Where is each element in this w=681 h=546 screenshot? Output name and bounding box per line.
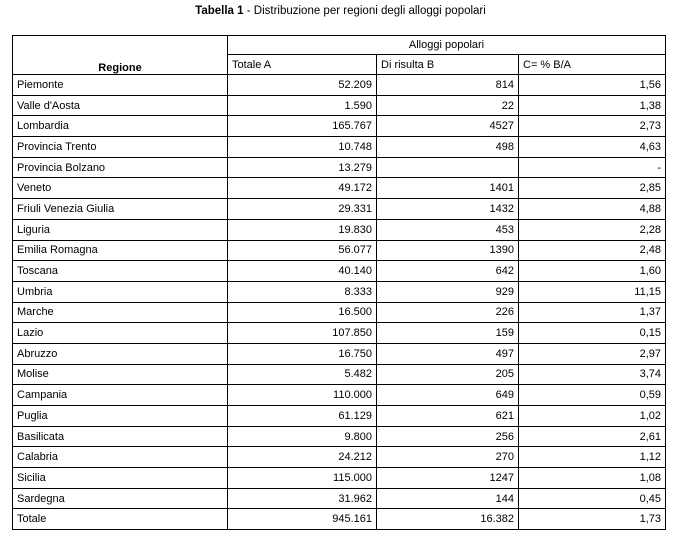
risulta-cell: 205 xyxy=(377,364,519,385)
percent-cell: 4,88 xyxy=(519,199,666,220)
percent-cell: 2,85 xyxy=(519,178,666,199)
totale-cell: 31.962 xyxy=(228,488,377,509)
table-row xyxy=(13,406,666,427)
totale-cell: 24.212 xyxy=(228,447,377,468)
region-cell: Puglia xyxy=(13,406,228,427)
region-cell: Basilicata xyxy=(13,426,228,447)
region-cell: Abruzzo xyxy=(13,343,228,364)
totale-cell: 16.500 xyxy=(228,302,377,323)
totale-cell: 115.000 xyxy=(228,468,377,489)
totale-cell: 56.077 xyxy=(228,240,377,261)
table-row xyxy=(13,178,666,199)
risulta-cell: 16.382 xyxy=(377,509,519,530)
region-cell: Veneto xyxy=(13,178,228,199)
percent-cell: 1,37 xyxy=(519,302,666,323)
totale-cell: 1.590 xyxy=(228,95,377,116)
table-row xyxy=(13,447,666,468)
region-cell: Umbria xyxy=(13,281,228,302)
region-cell: Sicilia xyxy=(13,468,228,489)
risulta-cell: 642 xyxy=(377,261,519,282)
percent-cell: 11,15 xyxy=(519,281,666,302)
risulta-cell: 814 xyxy=(377,75,519,96)
risulta-cell: 4527 xyxy=(377,116,519,137)
risulta-cell: 226 xyxy=(377,302,519,323)
table-row xyxy=(13,385,666,406)
region-cell: Sardegna xyxy=(13,488,228,509)
region-cell: Totale xyxy=(13,509,228,530)
totale-cell: 10.748 xyxy=(228,137,377,158)
caption-text: - Distribuzione per regioni degli alloggi popolari xyxy=(243,5,486,17)
totale-cell: 29.331 xyxy=(228,199,377,220)
caption-label: Tabella 1 xyxy=(195,5,244,17)
risulta-cell: 621 xyxy=(377,406,519,427)
totale-cell: 165.767 xyxy=(228,116,377,137)
percent-cell: 1,38 xyxy=(519,95,666,116)
region-cell: Campania xyxy=(13,385,228,406)
region-cell: Piemonte xyxy=(13,75,228,96)
header-percent: C= % B/A xyxy=(519,55,666,75)
percent-cell: 2,61 xyxy=(519,426,666,447)
percent-cell: 3,74 xyxy=(519,364,666,385)
percent-cell: 2,28 xyxy=(519,219,666,240)
totale-cell: 5.482 xyxy=(228,364,377,385)
region-cell: Toscana xyxy=(13,261,228,282)
totale-cell: 9.800 xyxy=(228,426,377,447)
risulta-cell: 144 xyxy=(377,488,519,509)
table-row xyxy=(13,426,666,447)
table-row xyxy=(13,219,666,240)
table-row xyxy=(13,343,666,364)
totale-cell: 13.279 xyxy=(228,157,377,178)
table-row xyxy=(13,323,666,344)
region-cell: Provincia Trento xyxy=(13,137,228,158)
risulta-cell: 159 xyxy=(377,323,519,344)
region-cell: Friuli Venezia Giulia xyxy=(13,199,228,220)
risulta-cell: 1432 xyxy=(377,199,519,220)
percent-cell: 4,63 xyxy=(519,137,666,158)
table-row xyxy=(13,468,666,489)
percent-cell: 2,73 xyxy=(519,116,666,137)
header-alloggi-popolari: Alloggi popolari xyxy=(228,36,666,55)
risulta-cell: 256 xyxy=(377,426,519,447)
percent-cell: 2,97 xyxy=(519,343,666,364)
regions-table xyxy=(12,35,666,530)
risulta-cell: 929 xyxy=(377,281,519,302)
percent-cell: 2,48 xyxy=(519,240,666,261)
percent-cell: 0,45 xyxy=(519,488,666,509)
risulta-cell xyxy=(377,157,519,178)
table-row xyxy=(13,261,666,282)
table-row xyxy=(13,509,666,530)
risulta-cell: 498 xyxy=(377,137,519,158)
totale-cell: 16.750 xyxy=(228,343,377,364)
table-row xyxy=(13,488,666,509)
percent-cell: 1,73 xyxy=(519,509,666,530)
table-caption xyxy=(0,4,681,18)
totale-cell: 49.172 xyxy=(228,178,377,199)
percent-cell: - xyxy=(519,157,666,178)
risulta-cell: 649 xyxy=(377,385,519,406)
table-row xyxy=(13,364,666,385)
risulta-cell: 270 xyxy=(377,447,519,468)
table-row xyxy=(13,95,666,116)
table-row xyxy=(13,240,666,261)
totale-cell: 945.161 xyxy=(228,509,377,530)
percent-cell: 1,56 xyxy=(519,75,666,96)
risulta-cell: 1390 xyxy=(377,240,519,261)
percent-cell: 1,60 xyxy=(519,261,666,282)
table-row xyxy=(13,116,666,137)
header-totale: Totale A xyxy=(228,55,377,75)
region-cell: Lombardia xyxy=(13,116,228,137)
table-row xyxy=(13,137,666,158)
header-di-risulta: Di risulta B xyxy=(377,55,519,75)
region-cell: Calabria xyxy=(13,447,228,468)
totale-cell: 19.830 xyxy=(228,219,377,240)
totale-cell: 110.000 xyxy=(228,385,377,406)
table-row xyxy=(13,75,666,96)
percent-cell: 1,08 xyxy=(519,468,666,489)
totale-cell: 52.209 xyxy=(228,75,377,96)
risulta-cell: 497 xyxy=(377,343,519,364)
region-cell: Lazio xyxy=(13,323,228,344)
region-cell: Molise xyxy=(13,364,228,385)
percent-cell: 0,59 xyxy=(519,385,666,406)
percent-cell: 0,15 xyxy=(519,323,666,344)
table-row xyxy=(13,302,666,323)
percent-cell: 1,02 xyxy=(519,406,666,427)
risulta-cell: 1401 xyxy=(377,178,519,199)
region-cell: Valle d'Aosta xyxy=(13,95,228,116)
region-cell: Provincia Bolzano xyxy=(13,157,228,178)
region-cell: Marche xyxy=(13,302,228,323)
table-row xyxy=(13,199,666,220)
table-body xyxy=(13,75,666,530)
header-regione: Regione xyxy=(13,36,228,75)
table-row xyxy=(13,281,666,302)
risulta-cell: 453 xyxy=(377,219,519,240)
region-cell: Liguria xyxy=(13,219,228,240)
risulta-cell: 1247 xyxy=(377,468,519,489)
totale-cell: 8.333 xyxy=(228,281,377,302)
risulta-cell: 22 xyxy=(377,95,519,116)
percent-cell: 1,12 xyxy=(519,447,666,468)
totale-cell: 107.850 xyxy=(228,323,377,344)
table-row xyxy=(13,157,666,178)
region-cell: Emilia Romagna xyxy=(13,240,228,261)
totale-cell: 61.129 xyxy=(228,406,377,427)
totale-cell: 40.140 xyxy=(228,261,377,282)
